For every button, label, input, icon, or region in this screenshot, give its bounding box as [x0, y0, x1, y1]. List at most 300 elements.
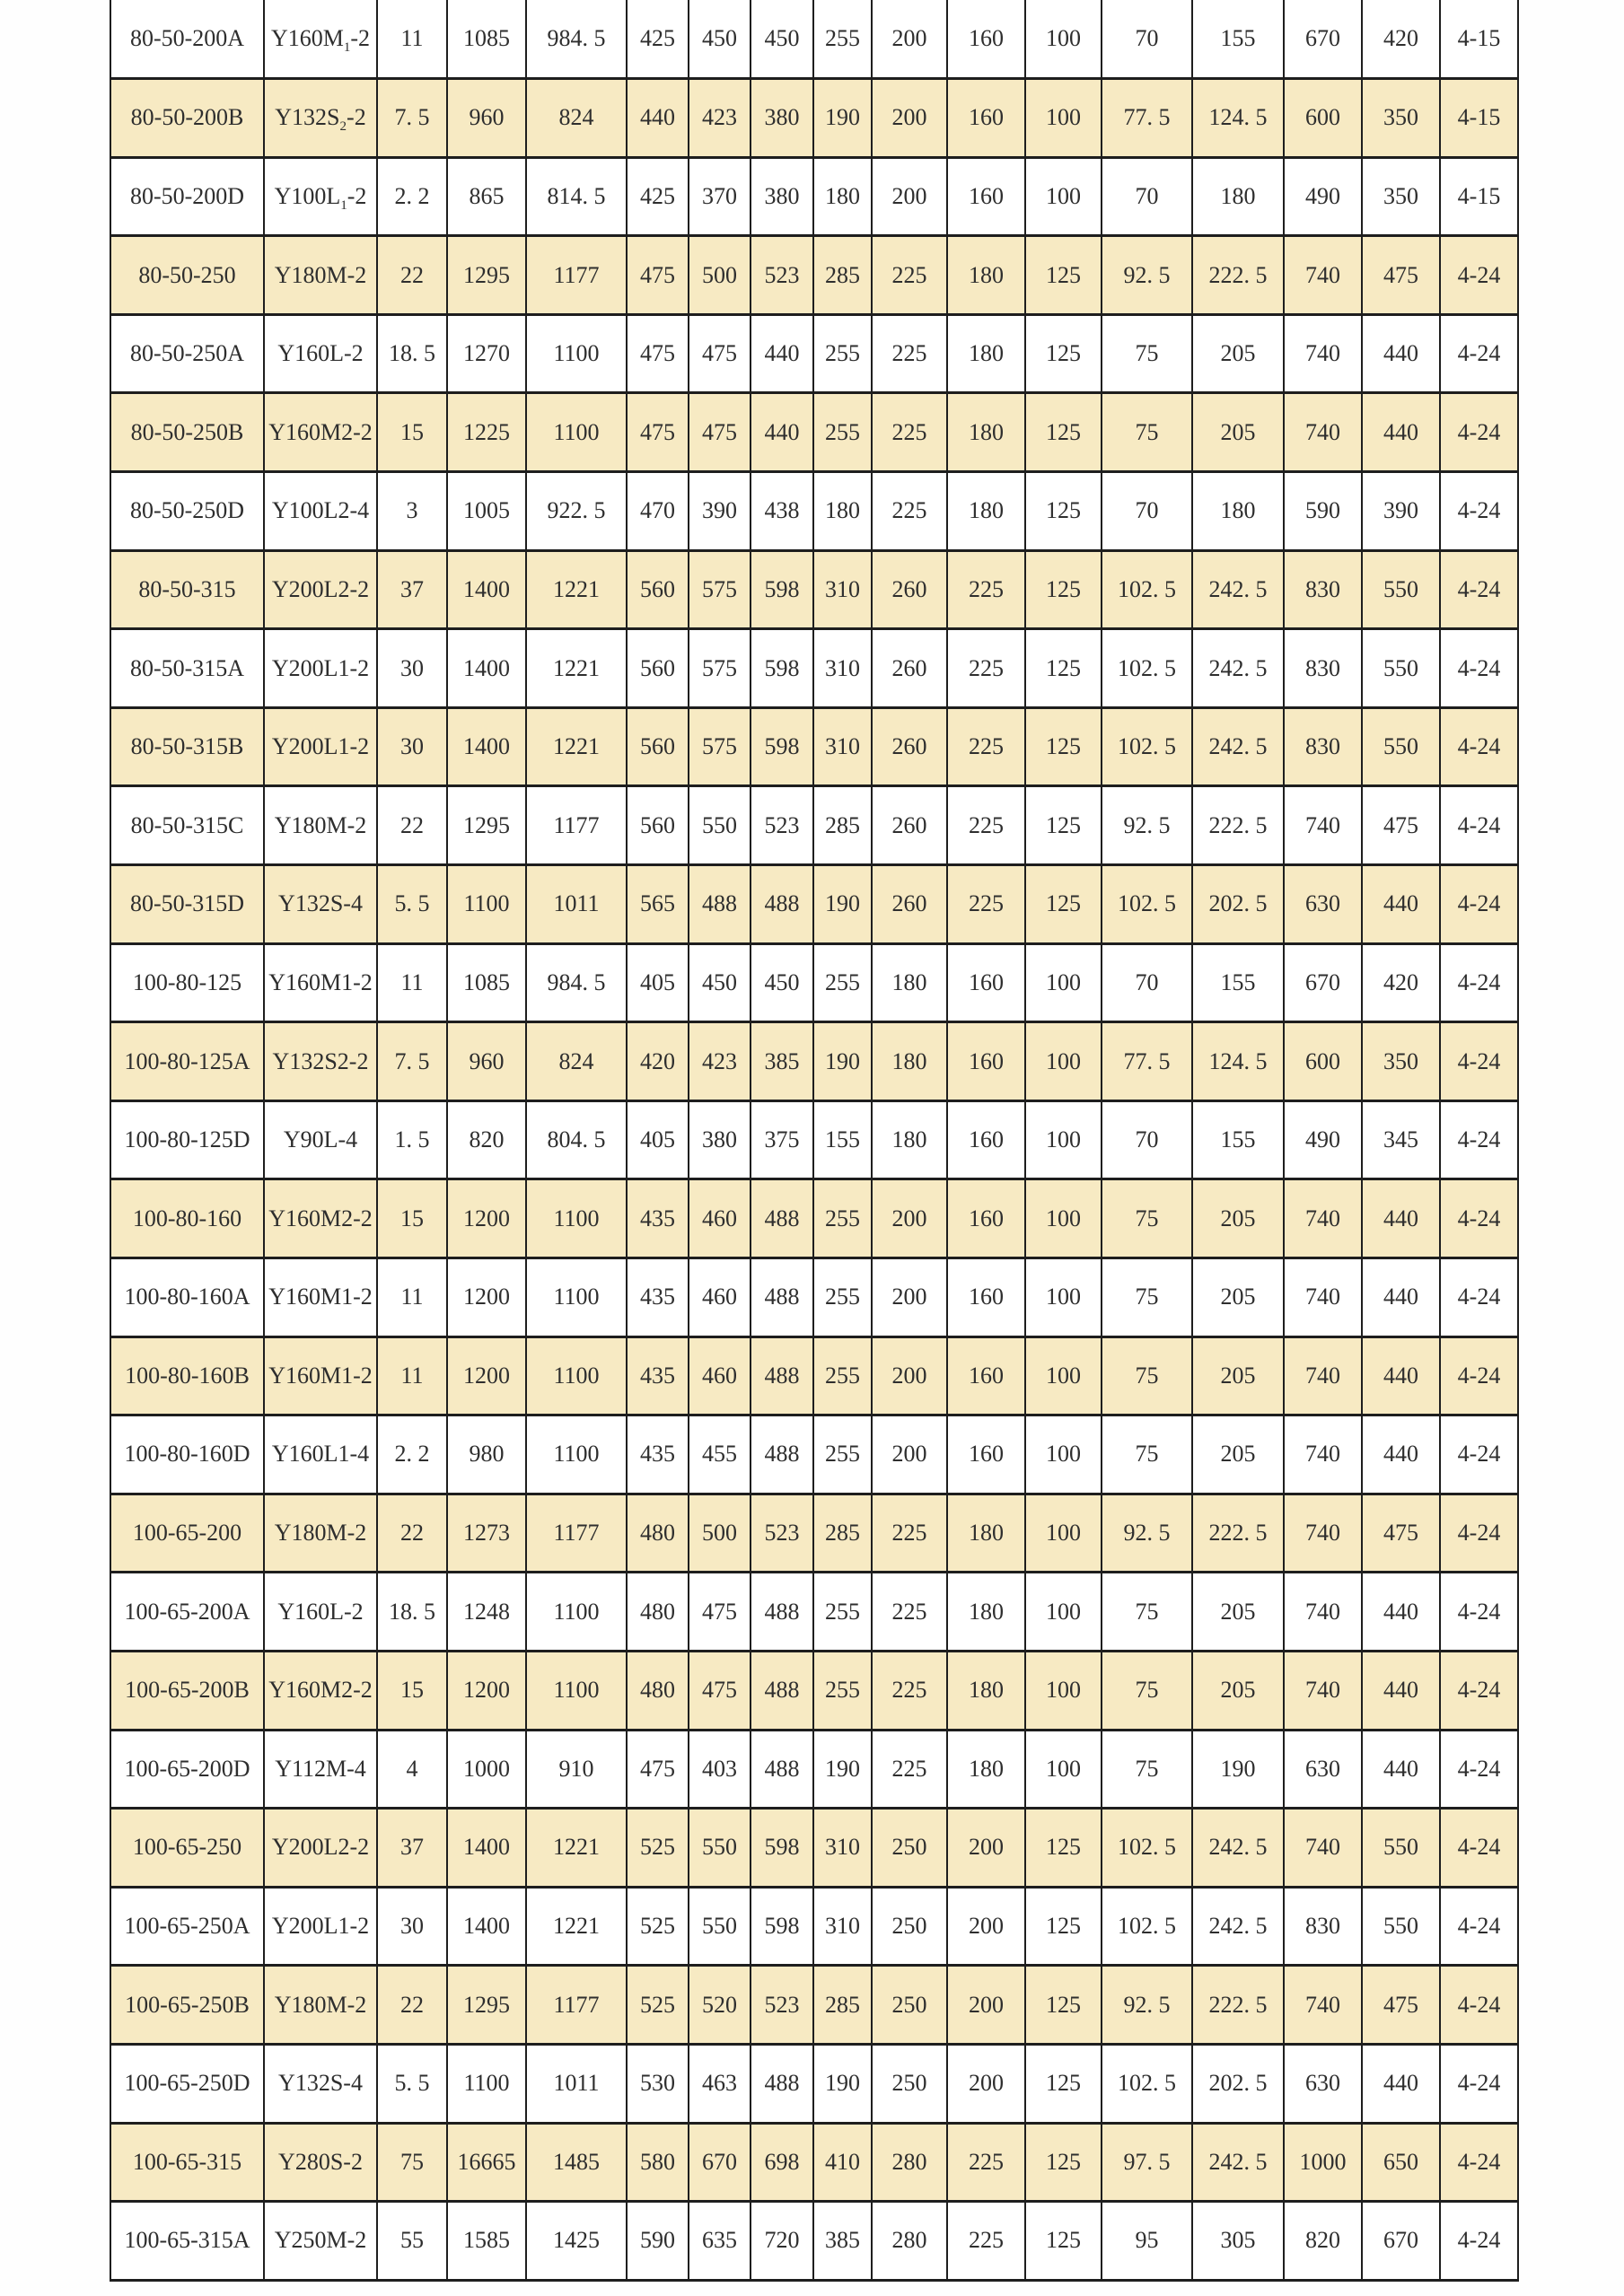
table-row — [110, 236, 1518, 315]
table-cell: 160 — [947, 1336, 1025, 1415]
table-row — [110, 943, 1518, 1022]
table-cell: 180 — [813, 157, 872, 236]
table-cell: 420 — [1362, 0, 1440, 79]
table-cell: 125 — [1025, 629, 1102, 708]
table-cell: 420 — [1362, 943, 1440, 1022]
table-cell: 100 — [1025, 1258, 1102, 1337]
table-cell: 242. 5 — [1192, 629, 1284, 708]
table-cell: Y180M-2 — [264, 1966, 377, 2045]
table-cell: 225 — [947, 786, 1025, 865]
table-cell: 1270 — [447, 314, 526, 393]
table-cell: 560 — [627, 629, 689, 708]
table-cell: Y180M-2 — [264, 236, 377, 315]
table-cell: 370 — [689, 157, 751, 236]
table-cell: 740 — [1284, 1966, 1362, 2045]
table-cell: 1177 — [526, 236, 627, 315]
table-cell: 205 — [1192, 1415, 1284, 1494]
table-cell: 598 — [751, 550, 813, 629]
table-cell: 1400 — [447, 1809, 526, 1888]
table-cell: 440 — [1362, 1258, 1440, 1337]
table-cell: 425 — [627, 0, 689, 79]
table-cell: 488 — [751, 1415, 813, 1494]
table-cell: 255 — [813, 1415, 872, 1494]
table-cell: 450 — [751, 0, 813, 79]
table-cell: 125 — [1025, 2044, 1102, 2123]
table-cell: 202. 5 — [1192, 2044, 1284, 2123]
table-cell: 830 — [1284, 550, 1362, 629]
table-cell: 698 — [751, 2123, 813, 2202]
table-cell: 30 — [377, 629, 447, 708]
table-cell: 470 — [627, 472, 689, 551]
table-cell: 190 — [813, 2044, 872, 2123]
table-cell: 125 — [1025, 472, 1102, 551]
table-cell: 635 — [689, 2202, 751, 2281]
table-cell: 80-50-200D — [110, 157, 264, 236]
table-cell: 560 — [627, 550, 689, 629]
table-cell: 80-50-250D — [110, 472, 264, 551]
table-cell: 520 — [689, 1966, 751, 2045]
table-cell: Y100L2-4 — [264, 472, 377, 551]
table-cell: 125 — [1025, 236, 1102, 315]
table-row — [110, 1966, 1518, 2045]
table-cell: 7. 5 — [377, 1022, 447, 1101]
table-cell: 475 — [1362, 1966, 1440, 2045]
table-row — [110, 314, 1518, 393]
table-cell: 75 — [1102, 393, 1192, 472]
table-cell: Y160L-2 — [264, 314, 377, 393]
table-cell: 225 — [872, 1651, 947, 1730]
table-cell: 475 — [627, 314, 689, 393]
table-cell: Y160M1-2 — [264, 1258, 377, 1337]
table-cell: 590 — [1284, 472, 1362, 551]
table-cell: 1221 — [526, 1887, 627, 1966]
table-cell: 200 — [947, 2044, 1025, 2123]
table-cell: 490 — [1284, 1100, 1362, 1179]
table-row — [110, 629, 1518, 708]
table-cell: 1200 — [447, 1179, 526, 1258]
table-cell: 100-80-125 — [110, 943, 264, 1022]
table-cell: 1100 — [526, 314, 627, 393]
table-cell: 100-80-160D — [110, 1415, 264, 1494]
table-cell: 80-50-315B — [110, 707, 264, 786]
table-cell: 4-24 — [1440, 1730, 1518, 1809]
table-cell: 205 — [1192, 393, 1284, 472]
table-cell: 30 — [377, 707, 447, 786]
table-cell: 100 — [1025, 1179, 1102, 1258]
table-cell: 475 — [689, 393, 751, 472]
table-cell: 480 — [627, 1494, 689, 1573]
table-cell: 180 — [1192, 157, 1284, 236]
table-cell: 255 — [813, 314, 872, 393]
table-cell: 310 — [813, 550, 872, 629]
table-cell: 598 — [751, 707, 813, 786]
table-cell: 100-65-250D — [110, 2044, 264, 2123]
table-cell: 575 — [689, 550, 751, 629]
table-cell: 285 — [813, 1966, 872, 2045]
table-cell: 4-24 — [1440, 1415, 1518, 1494]
table-cell: 200 — [947, 1966, 1025, 2045]
table-cell: 550 — [689, 1887, 751, 1966]
table-cell: 390 — [689, 472, 751, 551]
table-cell: 160 — [947, 0, 1025, 79]
table-cell: 350 — [1362, 79, 1440, 158]
table-cell: 740 — [1284, 1651, 1362, 1730]
table-cell: 440 — [1362, 393, 1440, 472]
table-cell: 2. 2 — [377, 1415, 447, 1494]
table-cell: 200 — [947, 1809, 1025, 1888]
table-cell: 1. 5 — [377, 1100, 447, 1179]
table-cell: 285 — [813, 236, 872, 315]
table-cell: 670 — [689, 2123, 751, 2202]
table-row — [110, 1730, 1518, 1809]
table-cell: 205 — [1192, 1336, 1284, 1415]
table-cell: 740 — [1284, 236, 1362, 315]
table-cell: 260 — [872, 707, 947, 786]
table-cell: Y280S-2 — [264, 2123, 377, 2202]
spec-table-body — [110, 0, 1518, 2280]
table-cell: 650 — [1362, 2123, 1440, 2202]
table-cell: 960 — [447, 79, 526, 158]
table-cell: 125 — [1025, 2123, 1102, 2202]
table-cell: 190 — [813, 1730, 872, 1809]
table-cell: 37 — [377, 1809, 447, 1888]
table-cell: 11 — [377, 943, 447, 1022]
table-cell: 922. 5 — [526, 472, 627, 551]
table-cell: 285 — [813, 1494, 872, 1573]
table-cell: 92. 5 — [1102, 1494, 1192, 1573]
table-cell: 1400 — [447, 707, 526, 786]
table-row — [110, 1258, 1518, 1337]
table-cell: 102. 5 — [1102, 629, 1192, 708]
table-row — [110, 0, 1518, 79]
table-cell: Y160M1-2 — [264, 943, 377, 1022]
table-cell: 4-15 — [1440, 157, 1518, 236]
table-cell: 100-65-200D — [110, 1730, 264, 1809]
table-cell: 55 — [377, 2202, 447, 2281]
table-cell: 16665 — [447, 2123, 526, 2202]
table-cell: 380 — [751, 79, 813, 158]
table-cell: $Y160M_1-2$ — [264, 0, 377, 79]
table-cell: 500 — [689, 236, 751, 315]
table-cell: 80-50-200B — [110, 79, 264, 158]
table-cell: 984. 5 — [526, 0, 627, 79]
table-cell: 830 — [1284, 1887, 1362, 1966]
table-cell: 598 — [751, 629, 813, 708]
table-cell: 475 — [1362, 786, 1440, 865]
table-cell: 440 — [1362, 1651, 1440, 1730]
table-cell: 4-24 — [1440, 786, 1518, 865]
table-cell: 804. 5 — [526, 1100, 627, 1179]
table-cell: 1177 — [526, 786, 627, 865]
table-cell: 1100 — [526, 1651, 627, 1730]
table-cell: 550 — [689, 786, 751, 865]
table-cell: 180 — [1192, 472, 1284, 551]
table-cell: 260 — [872, 550, 947, 629]
table-cell: 550 — [1362, 629, 1440, 708]
table-cell: 550 — [1362, 1887, 1440, 1966]
table-cell: 242. 5 — [1192, 707, 1284, 786]
table-cell: 80-50-315D — [110, 865, 264, 944]
table-cell: 1177 — [526, 1494, 627, 1573]
table-cell: 100-80-160 — [110, 1179, 264, 1258]
table-cell: 95 — [1102, 2202, 1192, 2281]
table-cell: 1100 — [447, 2044, 526, 2123]
table-cell: 390 — [1362, 472, 1440, 551]
table-cell: 1100 — [526, 1258, 627, 1337]
table-cell: 260 — [872, 786, 947, 865]
table-row — [110, 707, 1518, 786]
table-cell: 75 — [1102, 1179, 1192, 1258]
table-cell: 92. 5 — [1102, 786, 1192, 865]
table-row — [110, 1651, 1518, 1730]
table-row — [110, 1809, 1518, 1888]
table-cell: 225 — [947, 629, 1025, 708]
table-cell: 80-50-250B — [110, 393, 264, 472]
table-cell: 125 — [1025, 314, 1102, 393]
table-cell: Y132S-4 — [264, 2044, 377, 2123]
table-cell: 2. 2 — [377, 157, 447, 236]
table-row — [110, 2123, 1518, 2202]
table-cell: 580 — [627, 2123, 689, 2202]
table-cell: 4-24 — [1440, 1651, 1518, 1730]
table-cell: 80-50-315 — [110, 550, 264, 629]
table-row — [110, 550, 1518, 629]
table-cell: 30 — [377, 1887, 447, 1966]
table-cell: 375 — [751, 1100, 813, 1179]
table-cell: Y180M-2 — [264, 786, 377, 865]
table-cell: 560 — [627, 786, 689, 865]
table-cell: 255 — [813, 943, 872, 1022]
table-cell: 100-65-250 — [110, 1809, 264, 1888]
table-cell: 423 — [689, 79, 751, 158]
table-cell: 180 — [872, 943, 947, 1022]
table-cell: 475 — [689, 1651, 751, 1730]
table-cell: 4 — [377, 1730, 447, 1809]
table-cell: 11 — [377, 1336, 447, 1415]
table-cell: 525 — [627, 1809, 689, 1888]
table-cell: 100-65-315 — [110, 2123, 264, 2202]
table-cell: 92. 5 — [1102, 236, 1192, 315]
table-cell: 1085 — [447, 0, 526, 79]
table-cell: 435 — [627, 1415, 689, 1494]
table-cell: 255 — [813, 1336, 872, 1415]
table-cell: 4-24 — [1440, 2044, 1518, 2123]
table-cell: 180 — [947, 1651, 1025, 1730]
table-cell: 200 — [872, 157, 947, 236]
table-cell: 438 — [751, 472, 813, 551]
table-cell: 1225 — [447, 393, 526, 472]
table-cell: 280 — [872, 2202, 947, 2281]
table-cell: 5. 5 — [377, 2044, 447, 2123]
table-cell: 475 — [627, 393, 689, 472]
table-cell: 200 — [872, 1415, 947, 1494]
table-cell: 830 — [1284, 707, 1362, 786]
table-cell: 420 — [627, 1022, 689, 1101]
table-cell: 910 — [526, 1730, 627, 1809]
table-cell: 345 — [1362, 1100, 1440, 1179]
table-cell: 180 — [872, 1022, 947, 1101]
table-cell: 125 — [1025, 1887, 1102, 1966]
table-cell: 405 — [627, 943, 689, 1022]
table-cell: 550 — [1362, 707, 1440, 786]
table-cell: $Y132S_2-2$ — [264, 79, 377, 158]
table-cell: 70 — [1102, 157, 1192, 236]
table-cell: 225 — [872, 393, 947, 472]
table-cell: 630 — [1284, 1730, 1362, 1809]
table-cell: 740 — [1284, 1336, 1362, 1415]
table-cell: 1200 — [447, 1651, 526, 1730]
table-cell: 100-65-315A — [110, 2202, 264, 2281]
table-cell: 4-24 — [1440, 1258, 1518, 1337]
table-cell: 75 — [1102, 1730, 1192, 1809]
table-cell: 670 — [1284, 0, 1362, 79]
table-cell: 440 — [1362, 1730, 1440, 1809]
table-cell: 435 — [627, 1179, 689, 1258]
table-cell: 425 — [627, 157, 689, 236]
table-cell: 440 — [1362, 865, 1440, 944]
table-cell: 1100 — [526, 393, 627, 472]
table-cell: 222. 5 — [1192, 1966, 1284, 2045]
table-cell: 530 — [627, 2044, 689, 2123]
table-row — [110, 1887, 1518, 1966]
table-cell: 180 — [947, 236, 1025, 315]
table-cell: 102. 5 — [1102, 1809, 1192, 1888]
table-cell: Y160M1-2 — [264, 1336, 377, 1415]
table-cell: 15 — [377, 1179, 447, 1258]
table-cell: 160 — [947, 1100, 1025, 1179]
table-cell: 180 — [947, 472, 1025, 551]
table-cell: 225 — [947, 865, 1025, 944]
table-cell: 1100 — [526, 1336, 627, 1415]
table-cell: 100 — [1025, 1494, 1102, 1573]
table-cell: 488 — [751, 1651, 813, 1730]
table-cell: 100 — [1025, 79, 1102, 158]
table-cell: Y200L2-2 — [264, 550, 377, 629]
table-cell: 225 — [872, 236, 947, 315]
table-cell: 155 — [1192, 943, 1284, 1022]
table-cell: 4-24 — [1440, 2123, 1518, 2202]
table-cell: 4-24 — [1440, 550, 1518, 629]
table-cell: 75 — [1102, 1336, 1192, 1415]
table-cell: 100-80-160B — [110, 1336, 264, 1415]
table-cell: 488 — [689, 865, 751, 944]
table-cell: 1011 — [526, 2044, 627, 2123]
table-cell: 830 — [1284, 629, 1362, 708]
table-cell: Y132S-4 — [264, 865, 377, 944]
table-cell: 250 — [872, 1809, 947, 1888]
table-cell: 160 — [947, 157, 1025, 236]
table-row — [110, 79, 1518, 158]
table-cell: 4-24 — [1440, 629, 1518, 708]
table-cell: 225 — [947, 550, 1025, 629]
table-cell: 435 — [627, 1258, 689, 1337]
table-cell: 125 — [1025, 550, 1102, 629]
table-cell: 500 — [689, 1494, 751, 1573]
table-cell: 205 — [1192, 1179, 1284, 1258]
table-cell: 310 — [813, 707, 872, 786]
table-cell: 100-65-250A — [110, 1887, 264, 1966]
table-cell: 7. 5 — [377, 79, 447, 158]
table-cell: 100 — [1025, 1730, 1102, 1809]
table-cell: 598 — [751, 1809, 813, 1888]
table-cell: 255 — [813, 0, 872, 79]
table-cell: 225 — [872, 472, 947, 551]
table-cell: 1585 — [447, 2202, 526, 2281]
table-cell: 92. 5 — [1102, 1966, 1192, 2045]
table-cell: 488 — [751, 2044, 813, 2123]
table-cell: 4-24 — [1440, 707, 1518, 786]
table-cell: Y250M-2 — [264, 2202, 377, 2281]
table-cell: 102. 5 — [1102, 1887, 1192, 1966]
table-cell: 475 — [689, 1573, 751, 1652]
table-cell: 1000 — [447, 1730, 526, 1809]
table-cell: 310 — [813, 1809, 872, 1888]
table-cell: 155 — [813, 1100, 872, 1179]
table-cell: 225 — [872, 1573, 947, 1652]
table-cell: 1248 — [447, 1573, 526, 1652]
table-cell: 440 — [1362, 1415, 1440, 1494]
table-cell: 80-50-250 — [110, 236, 264, 315]
table-row — [110, 393, 1518, 472]
table-cell: 523 — [751, 786, 813, 865]
table-cell: 1273 — [447, 1494, 526, 1573]
table-cell: 488 — [751, 1336, 813, 1415]
table-cell: 460 — [689, 1258, 751, 1337]
table-cell: 4-24 — [1440, 1573, 1518, 1652]
table-cell: Y112M-4 — [264, 1730, 377, 1809]
table-cell: 440 — [627, 79, 689, 158]
table-cell: 125 — [1025, 393, 1102, 472]
table-cell: 222. 5 — [1192, 236, 1284, 315]
table-cell: 18. 5 — [377, 314, 447, 393]
table-cell: 100-65-200B — [110, 1651, 264, 1730]
table-cell: 70 — [1102, 1100, 1192, 1179]
table-cell: 22 — [377, 786, 447, 865]
table-cell: 250 — [872, 1966, 947, 2045]
table-cell: 1221 — [526, 707, 627, 786]
table-cell: 4-24 — [1440, 236, 1518, 315]
table-cell: 440 — [1362, 1336, 1440, 1415]
table-row — [110, 2044, 1518, 2123]
table-cell: Y200L1-2 — [264, 1887, 377, 1966]
table-cell: 4-24 — [1440, 2202, 1518, 2281]
table-cell: 824 — [526, 79, 627, 158]
table-cell: 160 — [947, 1415, 1025, 1494]
table-cell: 100-80-125A — [110, 1022, 264, 1101]
table-cell: 1485 — [526, 2123, 627, 2202]
table-cell: 560 — [627, 707, 689, 786]
table-cell: 180 — [872, 1100, 947, 1179]
table-cell: 260 — [872, 629, 947, 708]
table-cell: 740 — [1284, 1573, 1362, 1652]
table-cell: 1400 — [447, 550, 526, 629]
table-cell: 200 — [872, 1179, 947, 1258]
table-row — [110, 1336, 1518, 1415]
table-cell: 1425 — [526, 2202, 627, 2281]
table-cell: 740 — [1284, 1415, 1362, 1494]
table-cell: 102. 5 — [1102, 865, 1192, 944]
table-cell: 125 — [1025, 1809, 1102, 1888]
table-cell: 260 — [872, 865, 947, 944]
table-cell: 22 — [377, 1966, 447, 2045]
table-cell: 102. 5 — [1102, 550, 1192, 629]
table-cell: 590 — [627, 2202, 689, 2281]
table-cell: 225 — [947, 707, 1025, 786]
table-cell: 523 — [751, 1494, 813, 1573]
table-cell: 490 — [1284, 157, 1362, 236]
table-cell: 1000 — [1284, 2123, 1362, 2202]
table-cell: 1221 — [526, 629, 627, 708]
